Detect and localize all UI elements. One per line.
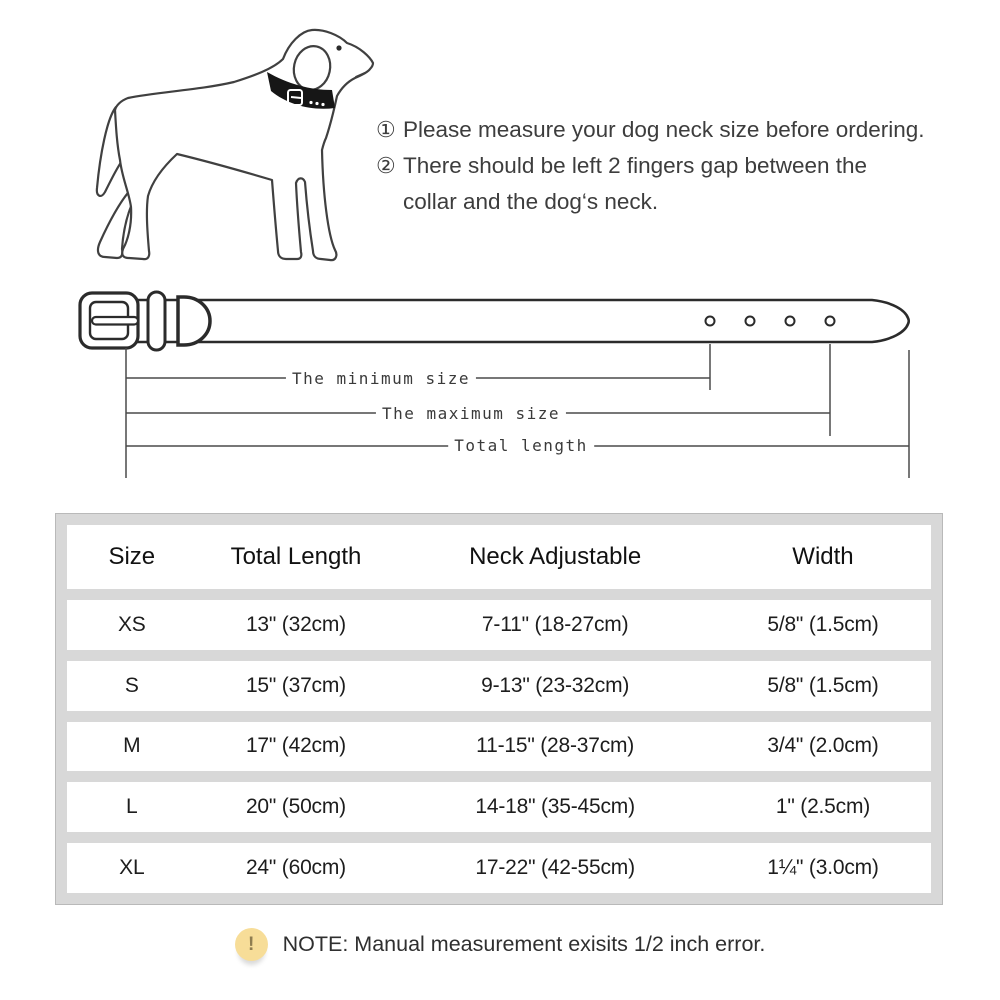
header-neck-adjustable: Neck Adjustable xyxy=(469,543,642,570)
cell-width: 5/8" (1.5cm) xyxy=(767,612,879,636)
header-total-length: Total Length xyxy=(230,543,362,570)
maximum-size-label: The maximum size xyxy=(376,403,566,424)
circled-number-2: ② xyxy=(376,153,396,178)
instruction-text-2 xyxy=(403,148,966,220)
instruction-item-2 xyxy=(376,148,966,220)
instruction-item-1 xyxy=(376,112,966,148)
header-width: Width xyxy=(792,543,854,570)
dog-illustration xyxy=(60,10,400,280)
cell-size: XS xyxy=(117,612,146,636)
collar-keeper-loop xyxy=(148,292,165,350)
cell-neck-adjustable: 14-18" (35-45cm) xyxy=(475,795,635,819)
minimum-size-label: The minimum size xyxy=(286,368,476,389)
size-table xyxy=(55,513,943,905)
instruction-text-1: Please measure your dog neck size before ordering. xyxy=(403,117,925,142)
buckle-prong xyxy=(92,317,138,325)
cell-total-length: 17" (42cm) xyxy=(245,734,346,758)
cell-neck-adjustable: 9-13" (23-32cm) xyxy=(481,673,630,697)
dog-body xyxy=(115,30,373,260)
instruction-text-2-line1: There should be left 2 fingers gap between the xyxy=(403,153,868,178)
total-length-label: Total length xyxy=(448,435,594,456)
dog-eye xyxy=(336,45,341,50)
cell-width: 3/4" (2.0cm) xyxy=(767,734,879,758)
instruction-text-2-line2: collar and the dog‘s neck. xyxy=(403,189,659,214)
cell-size: XL xyxy=(119,856,145,880)
cell-width: 1" (2.5cm) xyxy=(775,795,871,819)
note-text: NOTE: Manual measurement exisits 1/2 inch error. xyxy=(282,932,766,956)
exclamation-icon: ! xyxy=(235,928,268,961)
table-row-l xyxy=(67,782,931,832)
note-bar xyxy=(0,928,1000,961)
table-row-xl xyxy=(67,843,931,893)
table-header-row xyxy=(67,525,931,589)
header-size: Size xyxy=(108,543,156,570)
cell-total-length: 20" (50cm) xyxy=(245,795,346,819)
cell-neck-adjustable: 17-22" (42-55cm) xyxy=(475,856,635,880)
cell-neck-adjustable: 7-11" (18-27cm) xyxy=(481,612,629,636)
cell-size: S xyxy=(124,673,139,697)
instructions-block xyxy=(376,112,966,220)
table-row-m xyxy=(67,722,931,772)
circled-number-1: ① xyxy=(376,117,396,142)
cell-neck-adjustable: 11-15" (28-37cm) xyxy=(476,734,635,758)
cell-total-length: 15" (37cm) xyxy=(245,673,346,697)
cell-total-length: 13" (32cm) xyxy=(245,612,346,636)
table-row-xs xyxy=(67,600,931,650)
cell-size: M xyxy=(123,734,141,758)
cell-width: 1¼" (3.0cm) xyxy=(767,856,879,880)
table-row-s xyxy=(67,661,931,711)
cell-width: 5/8" (1.5cm) xyxy=(767,673,879,697)
cell-total-length: 24" (60cm) xyxy=(245,856,346,880)
collar-buckle xyxy=(80,293,138,348)
cell-size: L xyxy=(126,795,138,819)
